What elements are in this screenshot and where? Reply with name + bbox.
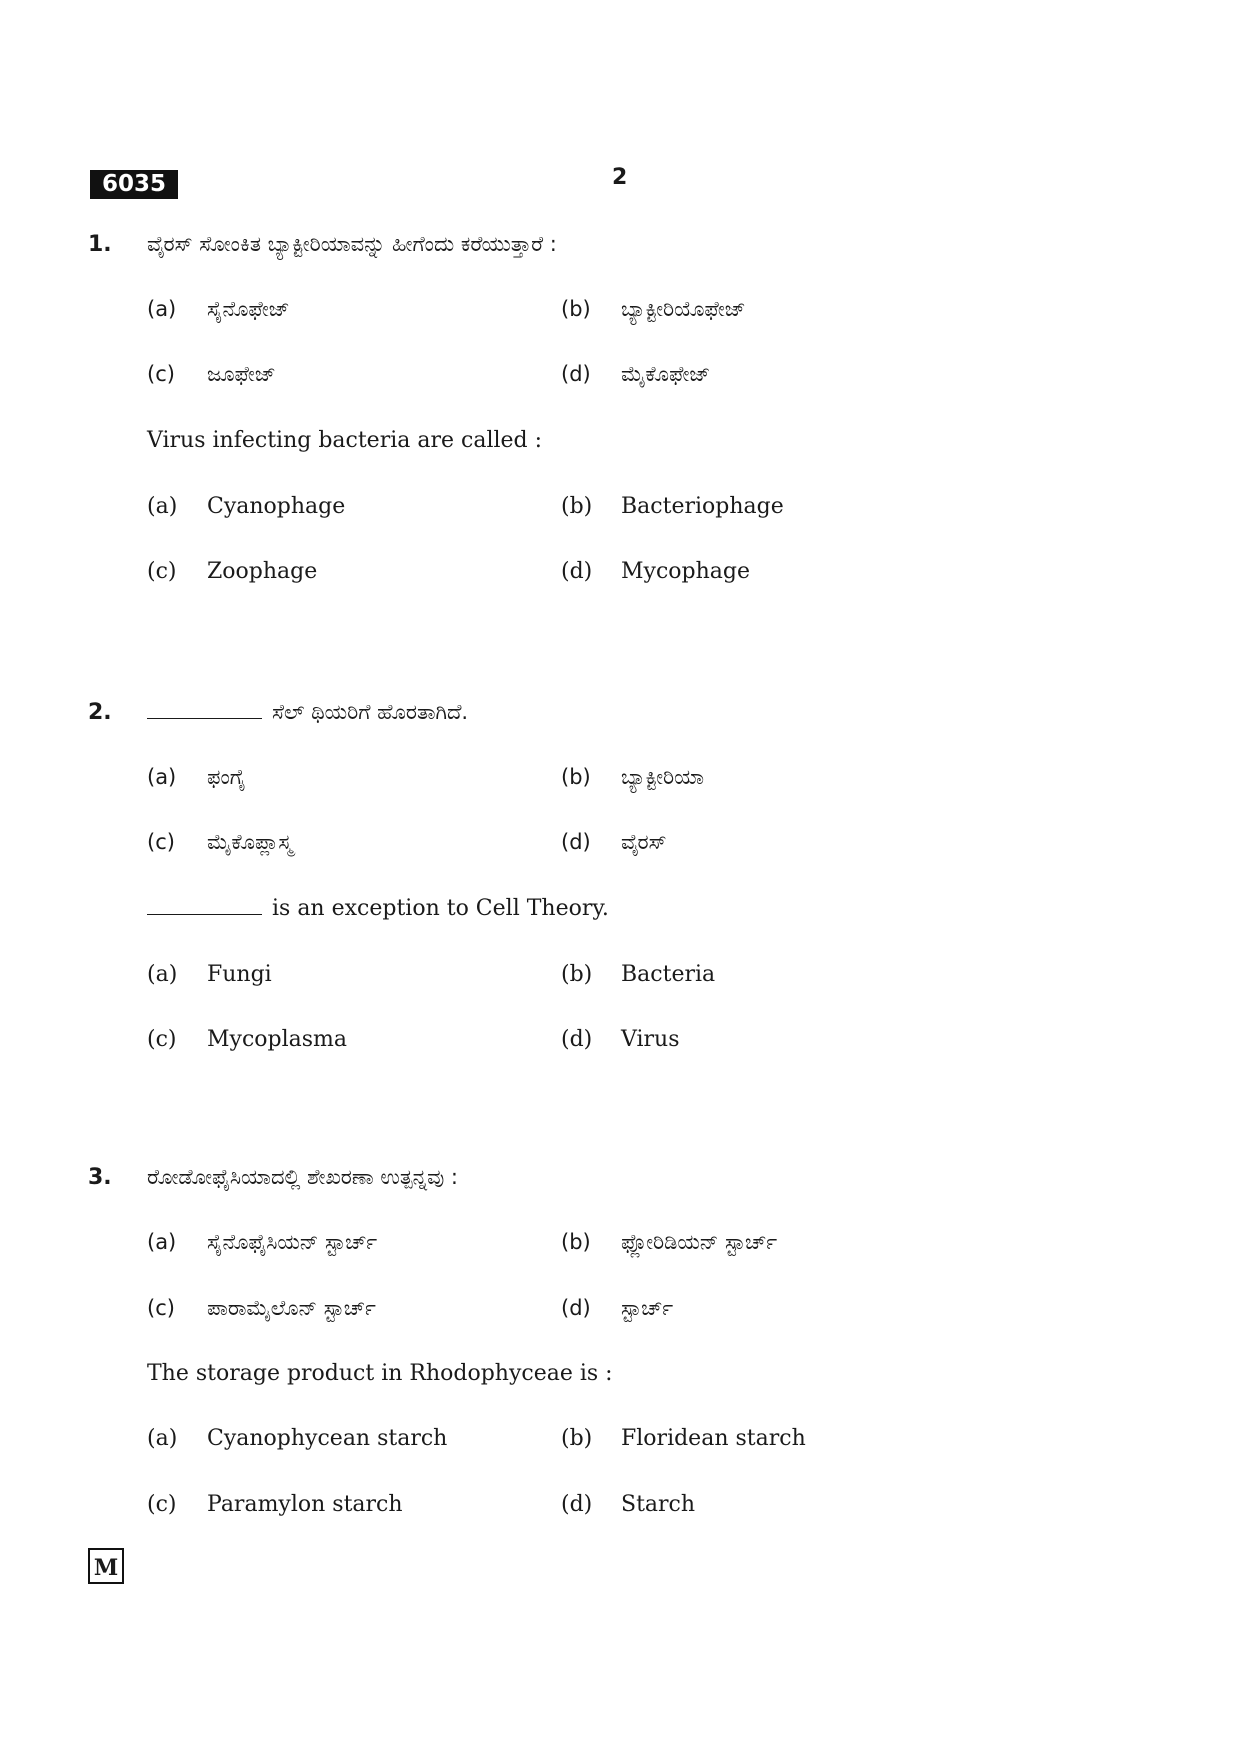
question-1-number: 1. (88, 232, 112, 257)
paper-code: 6035 (90, 170, 178, 199)
q1-en-option-b: (b) Bacteriophage (561, 494, 784, 519)
q3-kn-option-c: (c) ಪಾರಾಮೈಲೊನ್ ಸ್ಟಾರ್ಚ್ (147, 1296, 376, 1320)
q3-en-option-a: (a) Cyanophycean starch (147, 1426, 448, 1451)
q1-kn-option-a: (a) ಸೈನೊಫೇಜ್ (147, 297, 290, 321)
q2-en-option-a: (a) Fungi (147, 962, 272, 987)
q2-kn-option-d: (d) ವೈರಸ್ (561, 830, 667, 854)
q1-en-option-a: (a) Cyanophage (147, 494, 346, 519)
question-2-kannada-text: ಸೆಲ್ ಥಿಯರಿಗೆ ಹೊರತಾಗಿದೆ. (147, 700, 468, 725)
q2-en-option-c: (c) Mycoplasma (147, 1027, 348, 1052)
q1-en-option-d: (d) Mycophage (561, 559, 750, 584)
q1-en-option-c: (c) Zoophage (147, 559, 318, 584)
q1-kn-option-c: (c) ಜೂಫೇಜ್ (147, 362, 276, 386)
question-2-english-text: is an exception to Cell Theory. (147, 896, 609, 921)
page-number: 2 (612, 165, 628, 190)
q2-kn-option-b: (b) ಬ್ಯಾಕ್ಟೀರಿಯಾ (561, 765, 705, 789)
medium-mark: M (88, 1548, 124, 1584)
q2-en-option-b: (b) Bacteria (561, 962, 716, 987)
q3-en-option-c: (c) Paramylon starch (147, 1492, 403, 1517)
q2-en-option-d: (d) Virus (561, 1027, 680, 1052)
q2-kn-option-a: (a) ಫಂಗೈ (147, 765, 246, 789)
q3-kn-option-a: (a) ಸೈನೊಫೈಸಿಯನ್ ಸ್ಟಾರ್ಚ್ (147, 1230, 378, 1254)
q1-kn-option-b: (b) ಬ್ಯಾಕ್ಟೀರಿಯೊಫೇಜ್ (561, 297, 746, 321)
question-2-number: 2. (88, 700, 112, 725)
q3-kn-option-b: (b) ಫ್ಲೋರಿಡಿಯನ್ ಸ್ಟಾರ್ಚ್ (561, 1230, 778, 1254)
question-3-kannada-text: ರೋಡೋಫೈಸಿಯಾದಲ್ಲಿ ಶೇಖರಣಾ ಉತ್ಪನ್ನವು : (147, 1165, 458, 1189)
answer-blank (147, 717, 262, 719)
q2-kn-option-c: (c) ಮೈಕೊಪ್ಲಾಸ್ಮ (147, 830, 293, 854)
q3-en-option-b: (b) Floridean starch (561, 1426, 806, 1451)
q3-en-option-d: (d) Starch (561, 1492, 696, 1517)
question-3-english-text: The storage product in Rhodophyceae is : (147, 1361, 613, 1386)
q3-kn-option-d: (d) ಸ್ಟಾರ್ಚ್ (561, 1296, 674, 1320)
q1-kn-option-d: (d) ಮೈಕೊಫೇಜ್ (561, 362, 711, 386)
question-1-kannada-text: ವೈರಸ್ ಸೋಂಕಿತ ಬ್ಯಾಕ್ಟೀರಿಯಾವನ್ನು ಹೀಗೆಂದು ಕರೆಯುತ್ತಾರೆ : (147, 232, 557, 256)
question-1-english-text: Virus infecting bacteria are called : (147, 428, 543, 453)
question-3-number: 3. (88, 1165, 112, 1190)
answer-blank (147, 913, 262, 915)
